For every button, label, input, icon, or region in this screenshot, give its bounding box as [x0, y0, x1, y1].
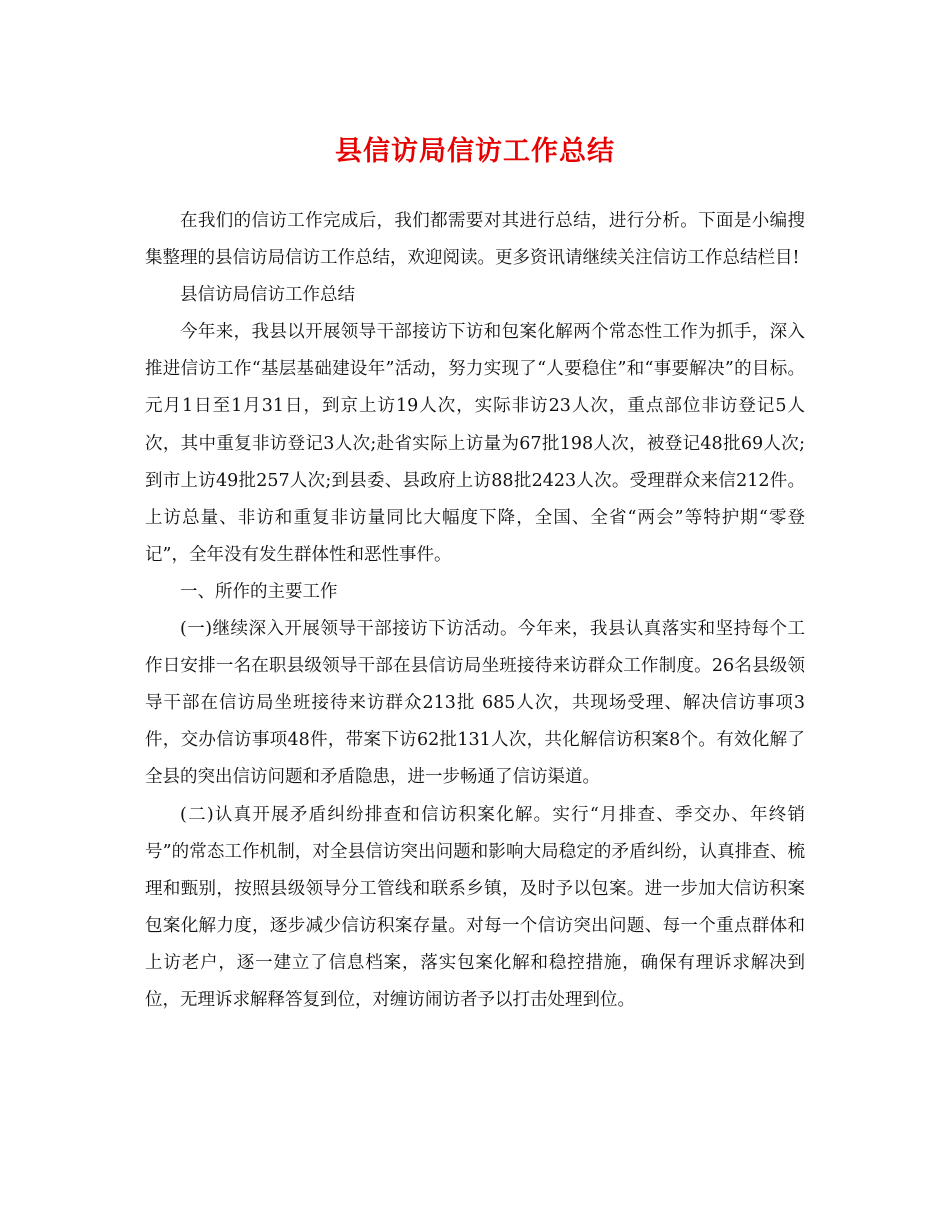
subtitle-paragraph: 县信访局信访工作总结	[180, 285, 355, 306]
document-title: 县信访局信访工作总结	[335, 136, 615, 167]
document-body	[145, 203, 805, 1019]
section-heading: 一、所作的主要工作	[180, 581, 338, 602]
summary-paragraph: 今年来，我县以开展领导干部接访下访和包案化解两个常态性工作为抓手，深入推进信访工作“基层基础建设年”活动，努力实现了“人要稳住”和“事要解决”的目标。元月1日至1月31日，到京上访19人次，实际非访23人次，重点部位非访登记5人次，其中重复非访登记3人次;赴省实际上访量为67批198人次，被登记48批69人次;到市上访49批257人次;到县委、县政府上访88批2423人次。受理群众来信212件。上访总量、非访和重复非访量同比大幅度下降，全国、全省“两会”等特护期“零登记”，全年没有发生群体性和恶性事件。	[145, 322, 805, 565]
work-item-1-paragraph: (一)继续深入开展领导干部接访下访活动。今年来，我县认真落实和坚持每个工作日安排一名在职县级领导干部在县信访局坐班接待来访群众工作制度。26名县级领导干部在信访局坐班接待来访群众213批 685人次，共现场受理、解决信访事项3件，交办信访事项48件，带案下访62批131人次，共化解信访积案8个。有效化解了全县的突出信访问题和矛盾隐患，进一步畅通了信访渠道。	[145, 619, 805, 788]
intro-paragraph: 在我们的信访工作完成后，我们都需要对其进行总结，进行分析。下面是小编搜集整理的县信访局信访工作总结，欢迎阅读。更多资讯请继续关注信访工作总结栏目!	[145, 211, 805, 269]
work-item-2-paragraph: (二)认真开展矛盾纠纷排查和信访积案化解。实行“月排查、季交办、年终销号”的常态工作机制，对全县信访突出问题和影响大局稳定的矛盾纠纷，认真排查、梳理和甄别，按照县级领导分工管线和联系乡镇，及时予以包案。进一步加大信访积案包案化解力度，逐步减少信访积案存量。对每一个信访突出问题、每一个重点群体和上访老户，逐一建立了信息档案，落实包案化解和稳控措施，确保有理诉求解决到位，无理诉求解释答复到位，对缠访闹访者予以打击处理到位。	[145, 804, 805, 1010]
